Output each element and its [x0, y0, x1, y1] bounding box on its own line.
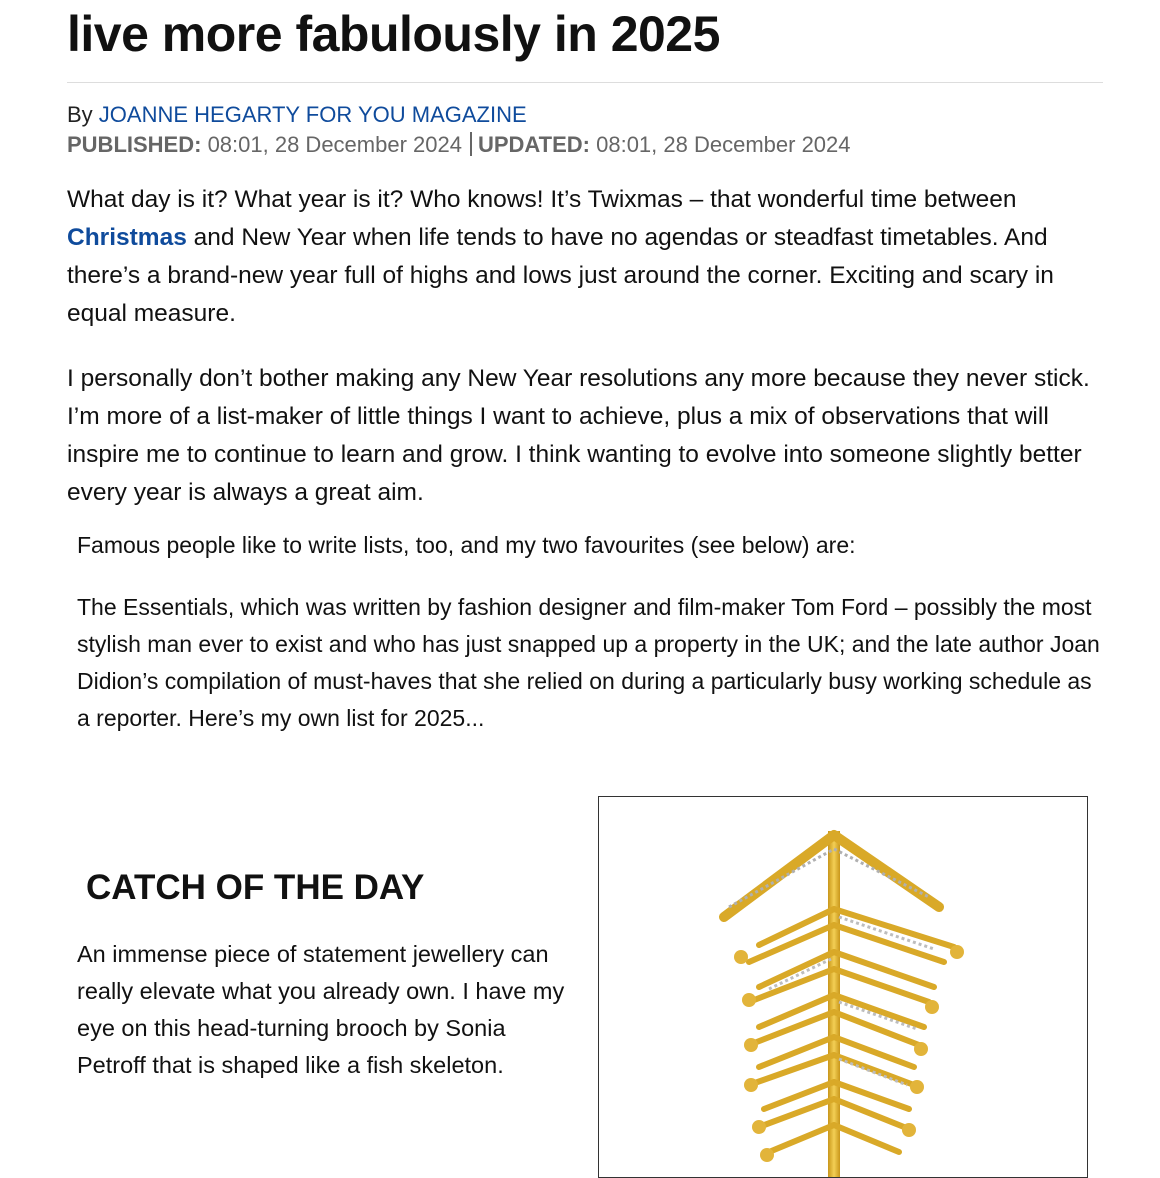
ribs: [749, 909, 954, 1152]
section-title: CATCH OF THE DAY: [86, 868, 425, 907]
paragraph-famous-lists: Famous people like to write lists, too, and my two favourites (see below) are:: [77, 532, 856, 558]
headline-divider: [67, 82, 1103, 83]
updated-value: 08:01, 28 December 2024: [590, 132, 851, 157]
byline-prefix: By: [67, 102, 99, 127]
christmas-link[interactable]: Christmas: [67, 224, 187, 251]
section-body: An immense piece of statement jewellery can really elevate what you already own. I have my eye on this head-turning brooch by Sonia Petroff that is shaped like a fish skeleton.: [77, 941, 565, 1078]
updated-label: UPDATED:: [477, 132, 590, 157]
paragraph-intro: [67, 181, 1107, 333]
paragraph-intro-end: and New Year when life tends to have no agendas or steadfast timetables. And there’s a brand-new year full of highs and lows just around the corner. Exciting and scary in equal measure.: [67, 224, 1054, 327]
date-separator: [470, 132, 472, 156]
paragraph-essentials: The Essentials, which was written by fashion designer and film-maker Tom Ford – possibly the most stylish man ever to exist and who has just snapped up a property in the UK; and the late author Joan Didion’s compilation of must-haves that she relied on during a particularly busy working schedule as a reporter. Here’s my own list for 2025...: [77, 594, 1100, 731]
paragraph-resolutions: I personally don’t bother making any New Year resolutions any more because they never stick. I’m more of a list-maker of little things I want to achieve, plus a mix of observations that will inspire me to continue to learn and grow. I think wanting to evolve into someone slightly better every year is always a great aim.: [67, 365, 1090, 506]
brooch-illustration: [599, 797, 1087, 1177]
paragraph-intro-start: What day is it? What year is it? Who knows! It’s Twixmas – that wonderful time between: [67, 186, 1017, 213]
article-headline: live more fabulously in 2025: [67, 6, 720, 62]
author-link[interactable]: JOANNE HEGARTY FOR YOU MAGAZINE: [98, 102, 527, 127]
published-label: PUBLISHED:: [67, 132, 202, 157]
byline: [67, 101, 527, 129]
published-value: 08:01, 28 December 2024: [201, 132, 462, 157]
fish-skeleton-brooch-image[interactable]: [598, 796, 1088, 1178]
article-dates: [67, 131, 851, 159]
